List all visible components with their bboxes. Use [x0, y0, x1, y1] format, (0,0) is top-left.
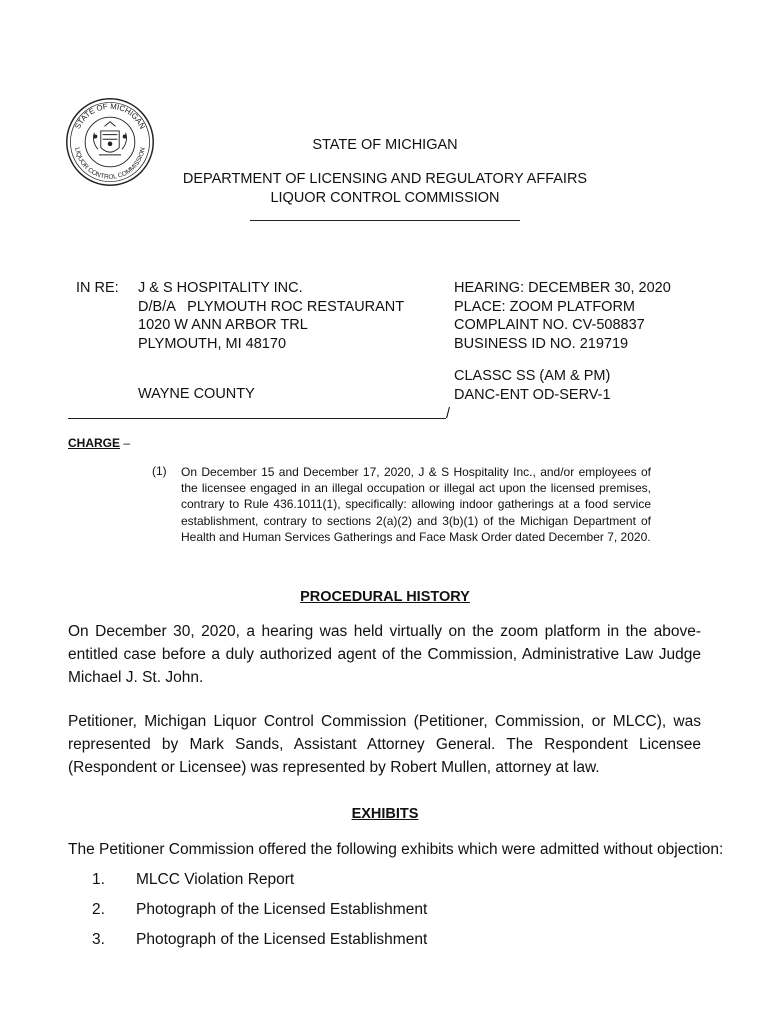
license-class-line: CLASSC SS (AM & PM)	[454, 368, 611, 384]
commission-title: LIQUOR CONTROL COMMISSION	[270, 190, 500, 206]
exhibit-number: 1.	[92, 871, 105, 888]
license-class-block	[454, 367, 611, 404]
exhibit-number: 3.	[92, 931, 105, 948]
respondent-line: J & S HOSPITALITY INC.	[138, 280, 303, 296]
procedural-paragraph: Petitioner, Michigan Liquor Control Commission (Petitioner, Commission, or MLCC), was represented by Mark Sands, Assistant Attorney General. The Respondent Licensee (Respondent or Licensee) was represented by Robert Mullen, attorney at law.	[68, 713, 701, 776]
charge-item-number: (1)	[152, 464, 167, 478]
charge-label: CHARGE	[68, 436, 121, 450]
hearing-details	[454, 279, 671, 353]
in-re-label: IN RE:	[76, 280, 119, 296]
charge-item-text: On December 15 and December 17, 2020, J & S Hospitality Inc., and/or employees of the licensee engaged in an illegal occupation or illegal act upon the licensed premises, contrary to Rule 436.1011(1), specifically: allowing indoor gatherings at a food service establishment, contrary to sections 2(a)(2) and 3(b)(1) of the Michigan Department of Health and Human Services Gatherings and Face Mask Order dated December 7, 2020.	[181, 465, 651, 544]
seal-top-text: STATE OF MICHIGAN	[72, 101, 148, 131]
svg-text:STATE OF MICHIGAN	[73, 102, 147, 131]
detail-line: COMPLAINT NO. CV-508837	[454, 317, 645, 333]
exhibits-heading: EXHIBITS	[351, 806, 419, 822]
exhibit-text: Photograph of the Licensed Establishment	[136, 931, 428, 948]
exhibit-text: MLCC Violation Report	[136, 871, 295, 888]
respondent-line: PLYMOUTH, MI 48170	[138, 335, 287, 352]
procedural-history-heading: PROCEDURAL HISTORY	[300, 589, 470, 605]
charge-heading	[68, 436, 130, 450]
exhibits-intro: The Petitioner Commission offered the following exhibits which were admitted without objection:	[68, 841, 724, 858]
seal-bottom-text: LIQUOR CONTROL COMMISSION	[73, 146, 147, 181]
procedural-paragraph: On December 30, 2020, a hearing was held virtually on the zoom platform in the above-entitled case before a duly authorized agent of the Commission, Administrative Law Judge Michael J. St. John.	[68, 623, 701, 686]
respondent-line: D/B/A PLYMOUTH ROC RESTAURANT	[138, 298, 405, 315]
detail-line: HEARING: DECEMBER 30, 2020	[454, 280, 671, 296]
caption-rule	[68, 418, 446, 419]
respondent-block	[138, 279, 404, 353]
license-class-line: DANC-ENT OD-SERV-1	[454, 386, 611, 403]
exhibit-number: 2.	[92, 901, 105, 918]
state-title: STATE OF MICHIGAN	[312, 137, 458, 153]
exhibit-text: Photograph of the Licensed Establishment	[136, 901, 428, 918]
detail-line: PLACE: ZOOM PLATFORM	[454, 298, 636, 315]
header-rule	[250, 220, 520, 221]
charge-dash: –	[120, 436, 131, 450]
detail-line: BUSINESS ID NO. 219719	[454, 335, 629, 352]
county-line: WAYNE COUNTY	[138, 386, 255, 402]
respondent-line: 1020 W ANN ARBOR TRL	[138, 317, 308, 333]
caption-slash: /	[446, 406, 451, 422]
department-title: DEPARTMENT OF LICENSING AND REGULATORY AFFAIRS	[182, 171, 588, 187]
